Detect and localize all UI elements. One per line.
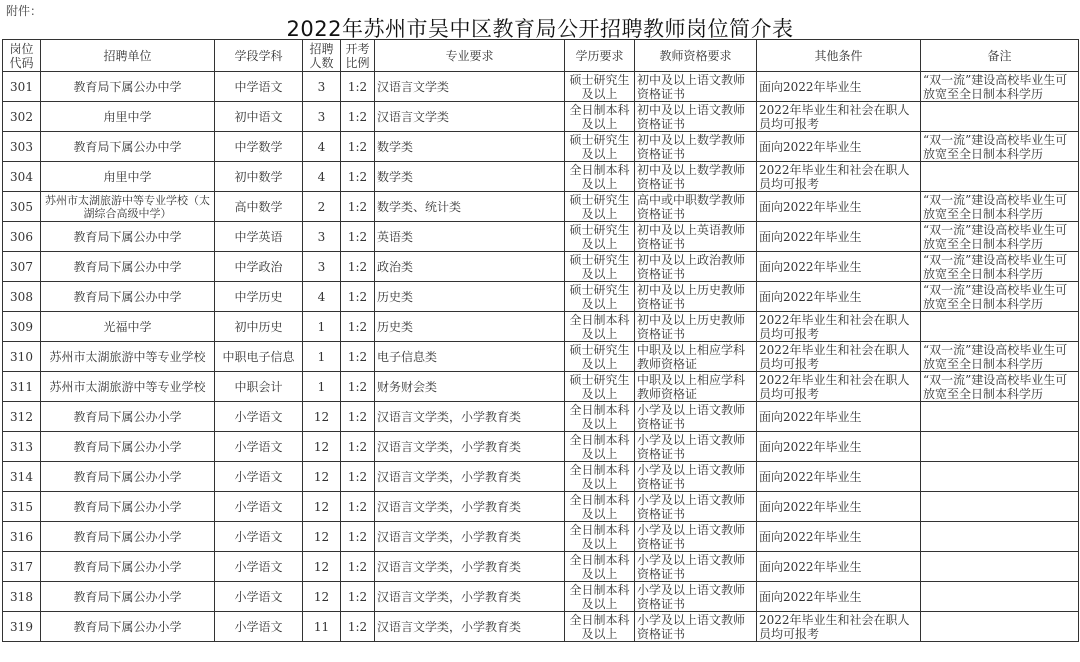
cell-count: 1 [303, 312, 341, 342]
header-remark: 备注 [921, 40, 1079, 72]
cell-other: 2022年毕业生和社会在职人员均可报考 [757, 372, 921, 402]
positions-table [2, 39, 1079, 642]
cell-remark [921, 312, 1079, 342]
cell-count: 12 [303, 402, 341, 432]
cell-ratio: 1:2 [341, 102, 375, 132]
table-row [3, 312, 1079, 342]
cell-education: 全日制本科及以上 [565, 102, 635, 132]
cell-code: 308 [3, 282, 41, 312]
cell-ratio: 1:2 [341, 72, 375, 102]
cell-count: 1 [303, 342, 341, 372]
cell-major: 财务财会类 [375, 372, 565, 402]
cell-code: 315 [3, 492, 41, 522]
cell-code: 319 [3, 612, 41, 642]
cell-other: 面向2022年毕业生 [757, 252, 921, 282]
page-title: 2022年苏州市吴中区教育局公开招聘教师岗位简介表 [286, 17, 794, 41]
cell-education: 全日制本科及以上 [565, 552, 635, 582]
cell-count: 3 [303, 72, 341, 102]
cell-education: 硕士研究生及以上 [565, 192, 635, 222]
cell-major: 汉语言文学类，小学教育类 [375, 612, 565, 642]
cell-other: 2022年毕业生和社会在职人员均可报考 [757, 312, 921, 342]
cell-subject: 中学语文 [215, 72, 303, 102]
table-row [3, 522, 1079, 552]
header-subject: 学段学科 [215, 40, 303, 72]
cell-code: 302 [3, 102, 41, 132]
cell-other: 面向2022年毕业生 [757, 72, 921, 102]
cell-count: 3 [303, 222, 341, 252]
cell-other: 面向2022年毕业生 [757, 432, 921, 462]
cell-code: 317 [3, 552, 41, 582]
cell-remark [921, 492, 1079, 522]
cell-remark [921, 402, 1079, 432]
cell-unit: 教育局下属公办小学 [41, 462, 215, 492]
cell-unit: 教育局下属公办小学 [41, 552, 215, 582]
cell-subject: 初中数学 [215, 162, 303, 192]
cell-education: 全日制本科及以上 [565, 432, 635, 462]
cell-subject: 小学语文 [215, 432, 303, 462]
cell-subject: 小学语文 [215, 552, 303, 582]
cell-unit: 光福中学 [41, 312, 215, 342]
cell-certificate: 小学及以上语文教师资格证书 [635, 492, 757, 522]
cell-certificate: 初中及以上数学教师资格证书 [635, 162, 757, 192]
cell-major: 汉语言文学类，小学教育类 [375, 462, 565, 492]
cell-remark [921, 462, 1079, 492]
cell-ratio: 1:2 [341, 552, 375, 582]
cell-other: 2022年毕业生和社会在职人员均可报考 [757, 102, 921, 132]
cell-education: 全日制本科及以上 [565, 492, 635, 522]
cell-certificate: 初中及以上语文教师资格证书 [635, 102, 757, 132]
cell-ratio: 1:2 [341, 372, 375, 402]
cell-count: 3 [303, 252, 341, 282]
cell-certificate: 小学及以上语文教师资格证书 [635, 432, 757, 462]
cell-code: 311 [3, 372, 41, 402]
cell-code: 307 [3, 252, 41, 282]
cell-unit: 教育局下属公办小学 [41, 492, 215, 522]
header-count: 招聘人数 [303, 40, 341, 72]
cell-other: 面向2022年毕业生 [757, 132, 921, 162]
cell-unit: 教育局下属公办小学 [41, 402, 215, 432]
cell-major: 汉语言文学类，小学教育类 [375, 522, 565, 552]
cell-major: 数学类 [375, 132, 565, 162]
cell-major: 历史类 [375, 312, 565, 342]
cell-remark [921, 522, 1079, 552]
table-row [3, 162, 1079, 192]
header-certificate: 教师资格要求 [635, 40, 757, 72]
cell-remark [921, 432, 1079, 462]
cell-unit: 教育局下属公办小学 [41, 522, 215, 552]
cell-subject: 中学政治 [215, 252, 303, 282]
cell-major: 历史类 [375, 282, 565, 312]
cell-major: 汉语言文学类，小学教育类 [375, 402, 565, 432]
cell-subject: 小学语文 [215, 612, 303, 642]
cell-unit: 教育局下属公办小学 [41, 612, 215, 642]
cell-education: 全日制本科及以上 [565, 522, 635, 552]
cell-ratio: 1:2 [341, 192, 375, 222]
cell-certificate: 小学及以上语文教师资格证书 [635, 522, 757, 552]
table-row [3, 252, 1079, 282]
cell-subject: 初中历史 [215, 312, 303, 342]
cell-ratio: 1:2 [341, 612, 375, 642]
cell-ratio: 1:2 [341, 252, 375, 282]
cell-unit: 教育局下属公办中学 [41, 72, 215, 102]
cell-subject: 小学语文 [215, 492, 303, 522]
cell-unit: 教育局下属公办中学 [41, 132, 215, 162]
cell-code: 309 [3, 312, 41, 342]
cell-remark [921, 162, 1079, 192]
table-row [3, 102, 1079, 132]
cell-count: 11 [303, 612, 341, 642]
cell-major: 汉语言文学类，小学教育类 [375, 492, 565, 522]
cell-certificate: 小学及以上语文教师资格证书 [635, 582, 757, 612]
table-row [3, 132, 1079, 162]
cell-remark: “双一流”建设高校毕业生可放宽至全日制本科学历 [921, 222, 1079, 252]
cell-count: 4 [303, 132, 341, 162]
cell-ratio: 1:2 [341, 492, 375, 522]
cell-remark [921, 612, 1079, 642]
cell-certificate: 初中及以上英语教师资格证书 [635, 222, 757, 252]
cell-major: 汉语言文学类，小学教育类 [375, 582, 565, 612]
cell-code: 306 [3, 222, 41, 252]
table-row [3, 462, 1079, 492]
cell-count: 12 [303, 462, 341, 492]
cell-subject: 中职电子信息 [215, 342, 303, 372]
cell-education: 全日制本科及以上 [565, 582, 635, 612]
cell-ratio: 1:2 [341, 312, 375, 342]
cell-unit: 苏州市太湖旅游中等专业学校 [41, 342, 215, 372]
cell-other: 2022年毕业生和社会在职人员均可报考 [757, 162, 921, 192]
cell-unit: 教育局下属公办小学 [41, 582, 215, 612]
cell-remark: “双一流”建设高校毕业生可放宽至全日制本科学历 [921, 192, 1079, 222]
cell-other: 面向2022年毕业生 [757, 222, 921, 252]
cell-code: 318 [3, 582, 41, 612]
cell-subject: 高中数学 [215, 192, 303, 222]
cell-ratio: 1:2 [341, 582, 375, 612]
table-row [3, 222, 1079, 252]
cell-code: 301 [3, 72, 41, 102]
cell-code: 316 [3, 522, 41, 552]
cell-education: 全日制本科及以上 [565, 402, 635, 432]
cell-count: 12 [303, 492, 341, 522]
cell-major: 汉语言文学类，小学教育类 [375, 552, 565, 582]
cell-count: 12 [303, 522, 341, 552]
table-row [3, 552, 1079, 582]
cell-certificate: 小学及以上语文教师资格证书 [635, 462, 757, 492]
cell-count: 1 [303, 372, 341, 402]
cell-ratio: 1:2 [341, 132, 375, 162]
cell-remark: “双一流”建设高校毕业生可放宽至全日制本科学历 [921, 372, 1079, 402]
cell-count: 2 [303, 192, 341, 222]
cell-certificate: 中职及以上相应学科教师资格证 [635, 372, 757, 402]
cell-education: 硕士研究生及以上 [565, 282, 635, 312]
cell-major: 汉语言文学类，小学教育类 [375, 432, 565, 462]
cell-ratio: 1:2 [341, 522, 375, 552]
cell-code: 312 [3, 402, 41, 432]
cell-other: 面向2022年毕业生 [757, 402, 921, 432]
cell-subject: 中职会计 [215, 372, 303, 402]
cell-certificate: 初中及以上语文教师资格证书 [635, 72, 757, 102]
table-row [3, 282, 1079, 312]
cell-subject: 小学语文 [215, 582, 303, 612]
cell-education: 硕士研究生及以上 [565, 342, 635, 372]
table-header-row [3, 40, 1079, 72]
cell-certificate: 高中或中职数学教师资格证书 [635, 192, 757, 222]
cell-other: 2022年毕业生和社会在职人员均可报考 [757, 612, 921, 642]
cell-other: 面向2022年毕业生 [757, 522, 921, 552]
cell-ratio: 1:2 [341, 462, 375, 492]
cell-code: 314 [3, 462, 41, 492]
cell-certificate: 中职及以上相应学科教师资格证 [635, 342, 757, 372]
cell-remark: “双一流”建设高校毕业生可放宽至全日制本科学历 [921, 72, 1079, 102]
cell-major: 政治类 [375, 252, 565, 282]
cell-unit: 教育局下属公办中学 [41, 222, 215, 252]
cell-major: 数学类 [375, 162, 565, 192]
cell-unit: 教育局下属公办中学 [41, 282, 215, 312]
cell-code: 305 [3, 192, 41, 222]
cell-code: 310 [3, 342, 41, 372]
cell-remark: “双一流”建设高校毕业生可放宽至全日制本科学历 [921, 132, 1079, 162]
cell-unit: 教育局下属公办小学 [41, 432, 215, 462]
cell-remark [921, 582, 1079, 612]
cell-subject: 小学语文 [215, 522, 303, 552]
cell-count: 12 [303, 582, 341, 612]
cell-ratio: 1:2 [341, 402, 375, 432]
cell-education: 硕士研究生及以上 [565, 132, 635, 162]
cell-unit: 苏州市太湖旅游中等专业学校 [41, 372, 215, 402]
cell-remark [921, 552, 1079, 582]
cell-unit: 甪里中学 [41, 102, 215, 132]
cell-other: 面向2022年毕业生 [757, 582, 921, 612]
cell-major: 汉语言文学类 [375, 72, 565, 102]
cell-subject: 中学英语 [215, 222, 303, 252]
cell-certificate: 初中及以上历史教师资格证书 [635, 312, 757, 342]
cell-count: 3 [303, 102, 341, 132]
cell-subject: 中学历史 [215, 282, 303, 312]
cell-certificate: 初中及以上数学教师资格证书 [635, 132, 757, 162]
cell-certificate: 小学及以上语文教师资格证书 [635, 612, 757, 642]
header-other: 其他条件 [757, 40, 921, 72]
table-row [3, 432, 1079, 462]
table-row [3, 402, 1079, 432]
cell-unit: 教育局下属公办中学 [41, 252, 215, 282]
header-unit: 招聘单位 [41, 40, 215, 72]
cell-other: 2022年毕业生和社会在职人员均可报考 [757, 342, 921, 372]
cell-other: 面向2022年毕业生 [757, 552, 921, 582]
cell-remark: “双一流”建设高校毕业生可放宽至全日制本科学历 [921, 282, 1079, 312]
cell-code: 304 [3, 162, 41, 192]
cell-education: 全日制本科及以上 [565, 462, 635, 492]
header-code: 岗位代码 [3, 40, 41, 72]
cell-ratio: 1:2 [341, 282, 375, 312]
cell-education: 硕士研究生及以上 [565, 252, 635, 282]
header-education: 学历要求 [565, 40, 635, 72]
cell-education: 全日制本科及以上 [565, 612, 635, 642]
cell-other: 面向2022年毕业生 [757, 492, 921, 522]
table-row [3, 72, 1079, 102]
cell-certificate: 初中及以上政治教师资格证书 [635, 252, 757, 282]
cell-count: 12 [303, 432, 341, 462]
cell-major: 英语类 [375, 222, 565, 252]
cell-other: 面向2022年毕业生 [757, 462, 921, 492]
cell-other: 面向2022年毕业生 [757, 282, 921, 312]
cell-remark: “双一流”建设高校毕业生可放宽至全日制本科学历 [921, 342, 1079, 372]
attachment-label: 附件： [6, 4, 43, 18]
cell-ratio: 1:2 [341, 162, 375, 192]
cell-education: 硕士研究生及以上 [565, 372, 635, 402]
cell-ratio: 1:2 [341, 342, 375, 372]
cell-subject: 小学语文 [215, 402, 303, 432]
cell-education: 硕士研究生及以上 [565, 72, 635, 102]
table-row [3, 192, 1079, 222]
cell-unit: 甪里中学 [41, 162, 215, 192]
header-major: 专业要求 [375, 40, 565, 72]
cell-count: 4 [303, 162, 341, 192]
table-row [3, 612, 1079, 642]
cell-ratio: 1:2 [341, 432, 375, 462]
cell-count: 4 [303, 282, 341, 312]
cell-other: 面向2022年毕业生 [757, 192, 921, 222]
table-row [3, 582, 1079, 612]
table-row [3, 372, 1079, 402]
cell-education: 硕士研究生及以上 [565, 222, 635, 252]
cell-major: 电子信息类 [375, 342, 565, 372]
cell-certificate: 小学及以上语文教师资格证书 [635, 402, 757, 432]
cell-remark [921, 102, 1079, 132]
header-ratio: 开考比例 [341, 40, 375, 72]
cell-count: 12 [303, 552, 341, 582]
cell-certificate: 初中及以上历史教师资格证书 [635, 282, 757, 312]
cell-major: 汉语言文学类 [375, 102, 565, 132]
cell-ratio: 1:2 [341, 222, 375, 252]
table-row [3, 342, 1079, 372]
cell-unit: 苏州市太湖旅游中等专业学校（太湖综合高级中学） [41, 192, 215, 222]
cell-remark: “双一流”建设高校毕业生可放宽至全日制本科学历 [921, 252, 1079, 282]
cell-subject: 初中语文 [215, 102, 303, 132]
cell-certificate: 小学及以上语文教师资格证书 [635, 552, 757, 582]
table-row [3, 492, 1079, 522]
cell-major: 数学类、统计类 [375, 192, 565, 222]
cell-education: 全日制本科及以上 [565, 312, 635, 342]
cell-education: 全日制本科及以上 [565, 162, 635, 192]
cell-code: 313 [3, 432, 41, 462]
cell-subject: 小学语文 [215, 462, 303, 492]
cell-code: 303 [3, 132, 41, 162]
cell-subject: 中学数学 [215, 132, 303, 162]
